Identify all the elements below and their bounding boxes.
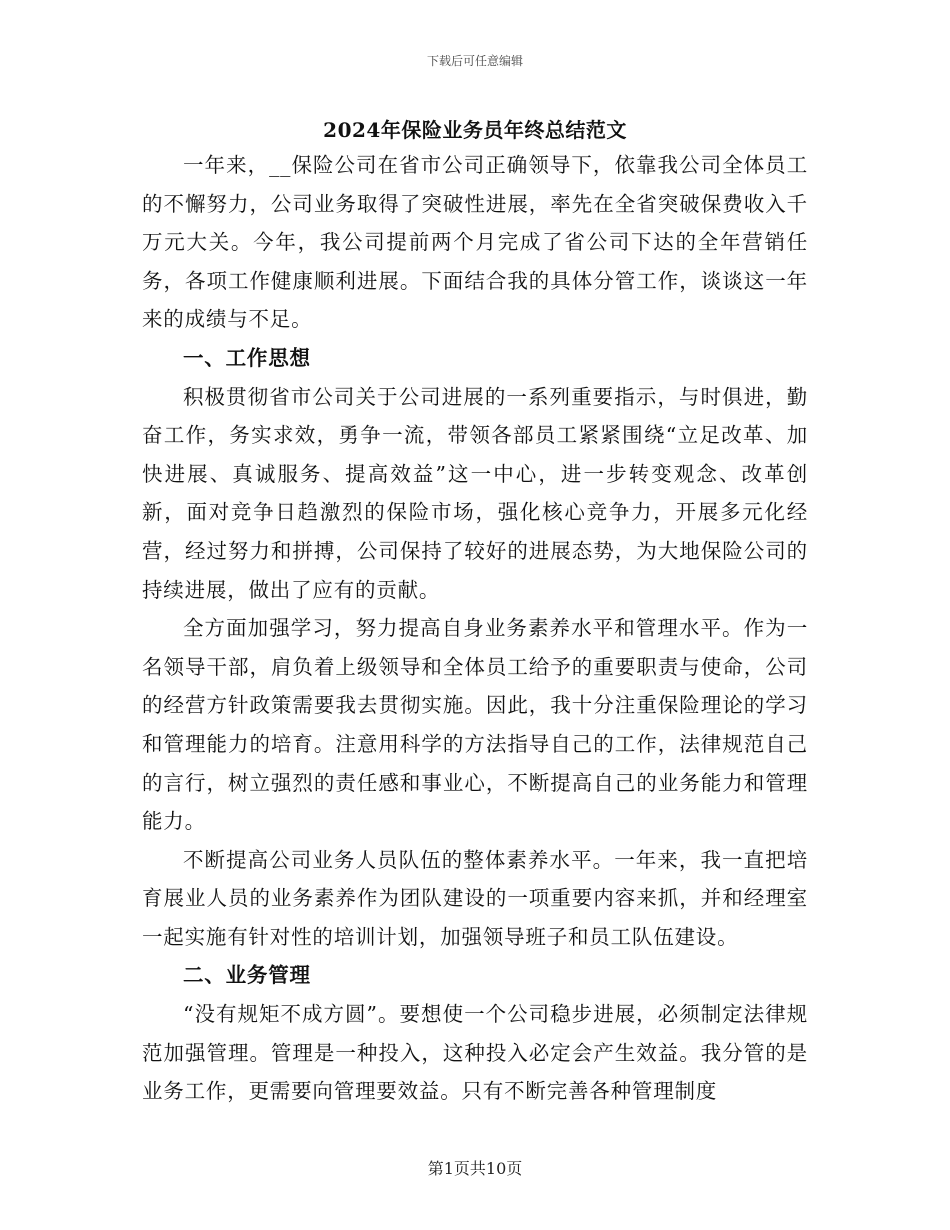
document-title: 2024年保险业务员年终总结范文 <box>323 118 627 142</box>
section-heading-business-management: 二、业务管理 <box>183 963 311 988</box>
paragraph-team: 不断提高公司业务人员队伍的整体素养水平。一年来，我一直把培育展业人员的业务素养作为团队建设的一项重要内容来抓，并和经理室一起实施有针对性的培训计划，加强领导班子和员工队伍建设。 <box>142 847 808 949</box>
header-note: 下载后可任意编辑 <box>426 54 523 68</box>
document-body <box>142 146 808 1111</box>
paragraph-intro: 一年来，__保险公司在省市公司正确领导下，依靠我公司全体员工的不懈努力，公司业务取得了突破性进展，率先在全省突破保费收入千万元大关。今年，我公司提前两个月完成了省公司下达的全年营销任务，各项工作健康顺利进展。下面结合我的具体分管工作，谈谈这一年来的成绩与不足。 <box>142 153 808 332</box>
page-number: 第1页共10页 <box>427 1159 523 1178</box>
paragraph-management: “没有规矩不成方圆”。要想使一个公司稳步进展，必须制定法律规范加强管理。管理是一种投入，这种投入必定会产生效益。我分管的是业务工作，更需要向管理要效益。只有不断完善各种管理制度 <box>142 1002 808 1104</box>
section-heading-work-thought: 一、工作思想 <box>183 345 311 370</box>
paragraph-study: 全方面加强学习，努力提高自身业务素养水平和管理水平。作为一名领导干部，肩负着上级领导和全体员工给予的重要职责与使命，公司的经营方针政策需要我去贯彻实施。因此，我十分注重保险理论的学习和管理能力的培育。注意用科学的方法指导自己的工作，法律规范自己的言行，树立强烈的责任感和事业心，不断提高自己的业务能力和管理能力。 <box>142 616 808 834</box>
paragraph-work-thought: 积极贯彻省市公司关于公司进展的一系列重要指示，与时俱进，勤奋工作，务实求效，勇争一流，带领各部员工紧紧围绕“立足改革、加快进展、真诚服务、提高效益”这一中心，进一步转变观念、改革创新，面对竞争日趋激烈的保险市场，强化核心竞争力，开展多元化经营，经过努力和拼搏，公司保持了较好的进展态势，为大地保险公司的持续进展，做出了应有的贡献。 <box>142 384 808 602</box>
